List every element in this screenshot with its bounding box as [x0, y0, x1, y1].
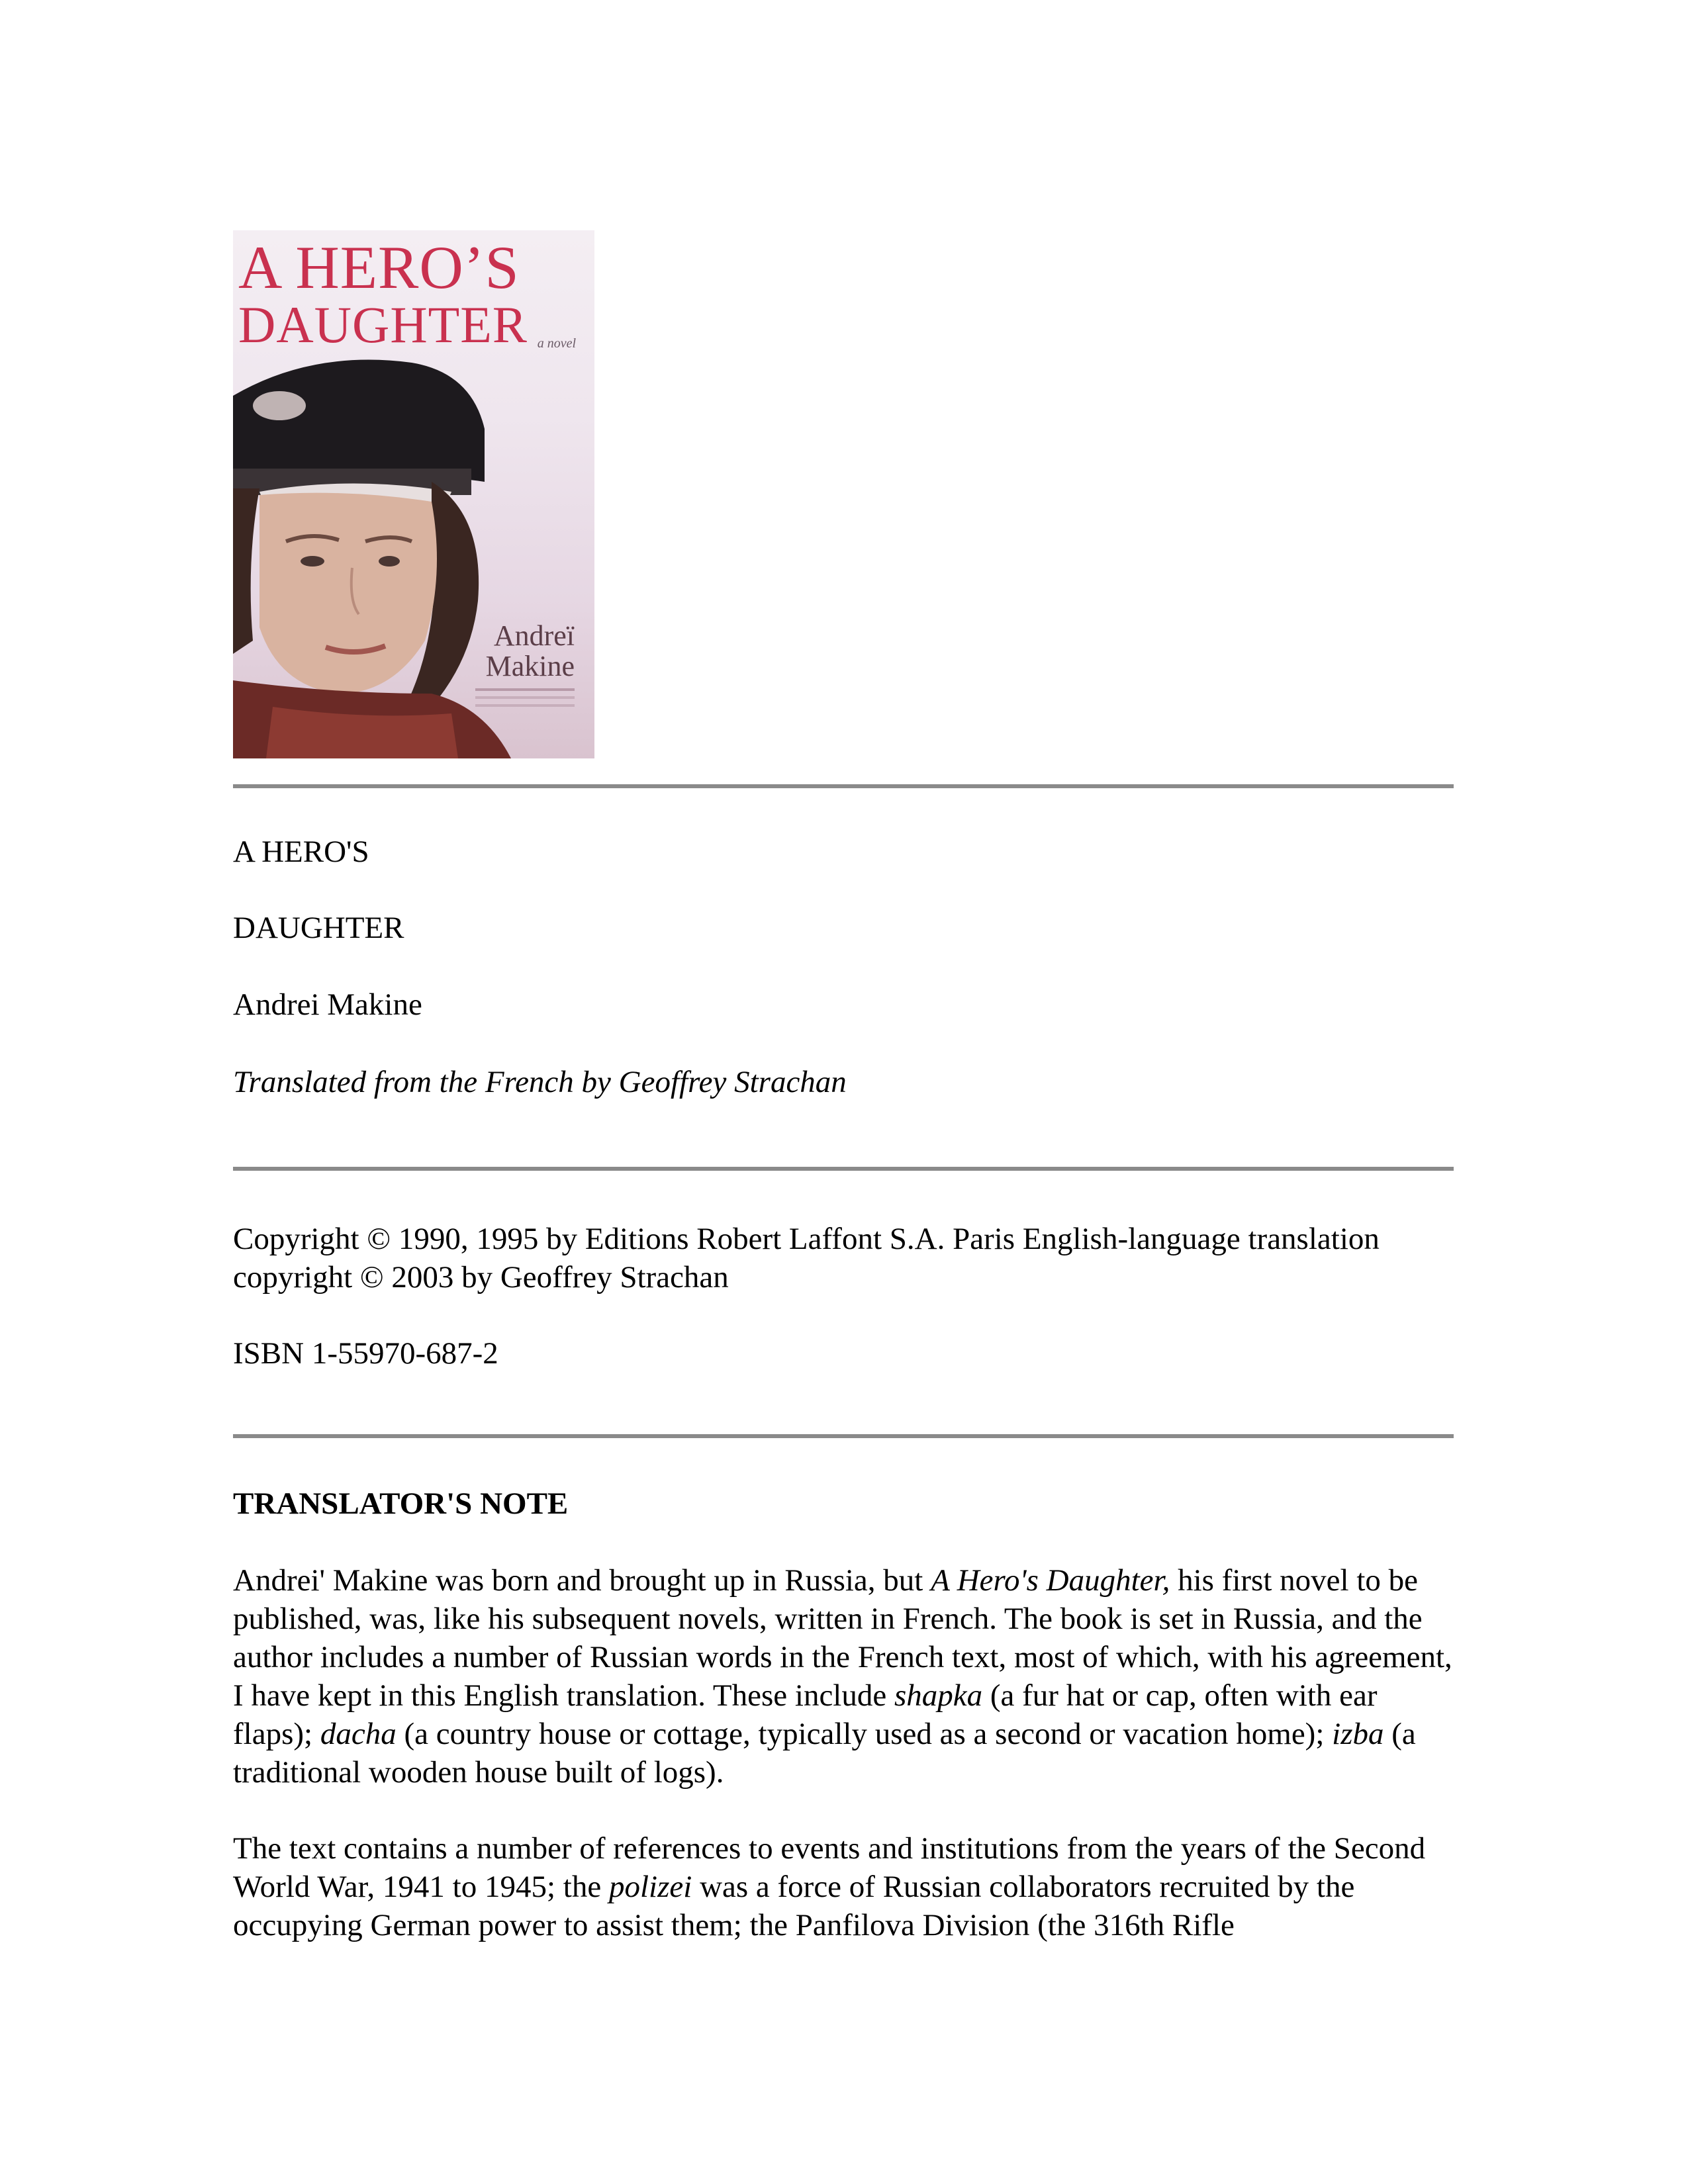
cover-subtitle: a novel	[537, 336, 576, 351]
italic-book-title: A Hero's Daughter,	[931, 1563, 1170, 1598]
horizontal-divider	[233, 1434, 1454, 1438]
author-name: Andrei Makine	[233, 987, 422, 1022]
document-page	[233, 0, 1454, 2184]
text-run: (a country house or cottage, typically used as a second or vacation home);	[396, 1717, 1333, 1751]
copyright-notice: Copyright © 1990, 1995 by Editions Robert Laffont S.A. Paris English-language translation copyright © 2003 by Geoffrey Strachan	[233, 1222, 1380, 1295]
translators-note-paragraph-1	[233, 1561, 1454, 1792]
cover-author-last: Makine	[485, 650, 575, 683]
text-run: The text contains a number of references to events and institutions from the years of the Second World War, 1941 to 1945; the	[233, 1831, 1426, 1904]
horizontal-divider	[233, 784, 1454, 788]
translator-credit: Translated from the French by Geoffrey Strachan	[233, 1065, 847, 1099]
translators-note-heading: TRANSLATOR'S NOTE	[233, 1486, 569, 1521]
title-line2: DAUGHTER	[233, 911, 404, 945]
text-run: (a fur hat or cap, often with ear flaps);	[233, 1678, 1378, 1751]
title-line1: A HERO'S	[233, 835, 369, 869]
italic-term: shapka	[894, 1678, 983, 1713]
book-cover-image	[233, 230, 594, 758]
cover-author-first: Andreï	[493, 619, 575, 652]
cover-title	[238, 234, 594, 353]
text-run: his first novel to be published, was, like his subsequent novels, written in French. The book is set in Russia, and the author includes a number of Russian words in the French text, most of which, with his agreement, I have kept in this English translation. These include	[233, 1563, 1452, 1713]
italic-term: dacha	[320, 1717, 397, 1751]
isbn: ISBN 1-55970-687-2	[233, 1336, 498, 1371]
italic-term: izba	[1332, 1717, 1384, 1751]
text-run: (a traditional wooden house built of logs).	[233, 1717, 1416, 1790]
cover-title-line1: A HERO’S	[238, 234, 520, 301]
cover-author	[475, 621, 575, 691]
horizontal-divider	[233, 1167, 1454, 1171]
italic-term: polizei	[608, 1870, 692, 1904]
cover-blurb-lines	[475, 688, 575, 691]
text-run: Andrei' Makine was born and brought up in Russia, but	[233, 1563, 931, 1598]
translators-note-paragraph-2	[233, 1829, 1454, 1944]
text-run: was a force of Russian collaborators recruited by the occupying German power to assist them; the Panfilova Division (the 316th Rifle	[233, 1870, 1355, 1942]
cover-title-line2: DAUGHTER	[238, 296, 528, 353]
